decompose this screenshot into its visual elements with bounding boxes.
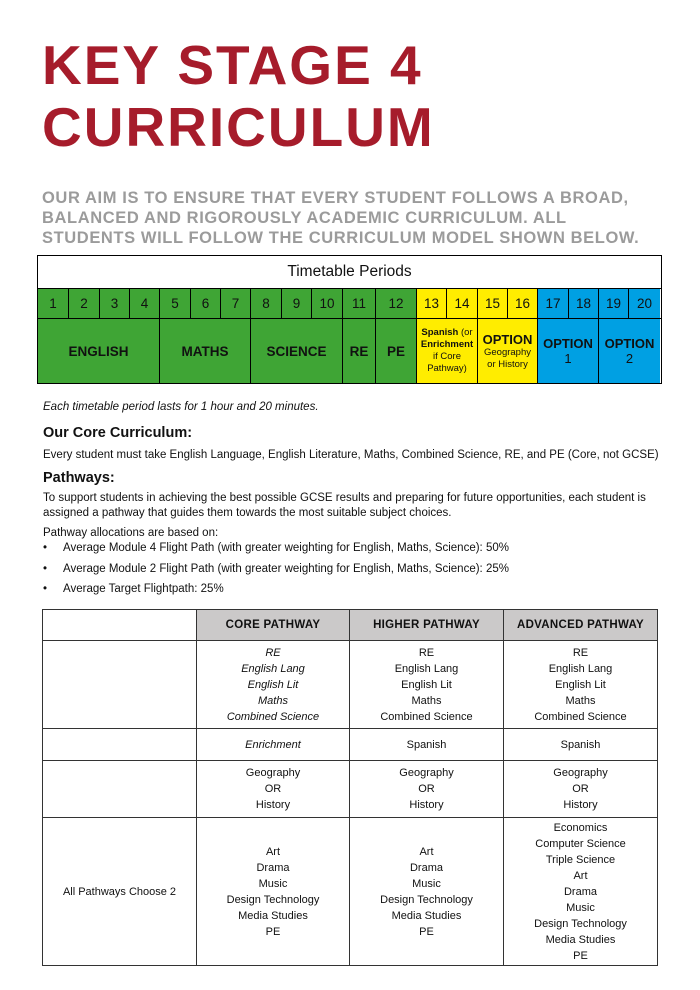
row-label-cell xyxy=(43,729,197,761)
pathways-intro-line-1: To support students in achieving the best possible GCSE results and preparing for future opportunities, each student is xyxy=(43,492,646,504)
list-item: History xyxy=(563,799,598,811)
option-1-number: 1 xyxy=(564,351,572,366)
subject-option-2 xyxy=(599,319,660,383)
header-blank-cell xyxy=(43,610,197,641)
period-cell: 8 xyxy=(251,289,282,318)
pathway-table xyxy=(42,609,658,966)
list-item: Design Technology xyxy=(534,917,627,930)
advanced-options-cell xyxy=(504,818,658,966)
list-item: Geography xyxy=(245,767,301,779)
list-item: Maths xyxy=(411,694,442,707)
core-curriculum-text: Every student must take English Language, English Literature, Maths, Combined Science, RE, and PE (Core, not GCSE) xyxy=(43,449,659,461)
list-item: RE xyxy=(572,646,589,659)
list-item: English Lang xyxy=(241,662,305,675)
list-item: English Lang xyxy=(394,662,459,675)
subject-option-1 xyxy=(538,319,599,383)
spanish-label: Spanish xyxy=(421,327,459,338)
period-cell: 2 xyxy=(69,289,100,318)
allocation-intro: Pathway allocations are based on: xyxy=(43,527,219,539)
list-item: OR xyxy=(418,783,435,795)
aim-line-1: OUR AIM IS TO ENSURE THAT EVERY STUDENT FOLLOWS A BROAD, xyxy=(42,189,629,207)
period-cell: 6 xyxy=(191,289,221,318)
advanced-language-cell: Spanish xyxy=(504,729,658,761)
list-item: Music xyxy=(566,901,595,914)
pathways-heading: Pathways: xyxy=(43,470,115,486)
core-subjects-cell xyxy=(197,641,350,729)
subject-pe: PE xyxy=(376,319,417,383)
list-item: RE xyxy=(265,646,281,659)
list-item: Maths xyxy=(565,694,596,707)
core-humanities-cell xyxy=(197,761,350,818)
list-item: Economics xyxy=(553,821,608,834)
list-item: Design Technology xyxy=(226,893,320,906)
list-item: Drama xyxy=(256,861,290,874)
period-cell: 7 xyxy=(221,289,251,318)
list-item: Combined Science xyxy=(380,710,473,723)
list-item: Maths xyxy=(258,694,288,707)
list-item: English Lit xyxy=(401,678,452,691)
list-item: Art xyxy=(265,845,281,858)
option-humanities-line-2: or History xyxy=(487,358,528,370)
core-curriculum-heading: Our Core Curriculum: xyxy=(43,425,193,441)
list-item: Geography xyxy=(399,767,454,779)
list-item: Drama xyxy=(409,861,443,874)
row-label-cell xyxy=(43,641,197,729)
subject-option-humanities xyxy=(478,319,538,383)
period-cell: 18 xyxy=(569,289,599,318)
advanced-humanities-cell xyxy=(504,761,658,818)
list-item: OR xyxy=(572,783,589,795)
subject-spanish-enrichment xyxy=(417,319,478,383)
list-item: Media Studies xyxy=(545,933,616,946)
subject-maths: MATHS xyxy=(160,319,251,383)
period-cell: 4 xyxy=(130,289,160,318)
list-item: History xyxy=(255,799,291,811)
period-cell: 1 xyxy=(38,289,69,318)
higher-options-cell xyxy=(350,818,504,966)
list-item: English Lang xyxy=(548,662,613,675)
list-item: Media Studies xyxy=(238,909,308,922)
list-item: OR xyxy=(264,783,282,795)
list-item: Art xyxy=(419,845,434,858)
subject-science: SCIENCE xyxy=(251,319,343,383)
list-item: Music xyxy=(412,877,441,890)
table-row xyxy=(43,761,658,818)
option-humanities-title: OPTION xyxy=(482,331,533,347)
timetable-heading: Timetable Periods xyxy=(38,256,661,289)
option-humanities-line-1: Geography xyxy=(483,346,531,358)
list-item: PE xyxy=(419,925,434,938)
core-options-cell xyxy=(197,818,350,966)
title-line-2: CURRICULUM xyxy=(42,96,435,158)
list-item: Art xyxy=(573,869,588,882)
subject-english: ENGLISH xyxy=(38,319,160,383)
list-item: English Lit xyxy=(555,678,606,691)
period-length-note: Each timetable period lasts for 1 hour and 20 minutes. xyxy=(43,401,319,413)
period-cell: 14 xyxy=(447,289,478,318)
row-label-cell xyxy=(43,761,197,818)
pathways-intro xyxy=(43,491,673,521)
list-item: Music xyxy=(258,877,288,890)
timetable-grid xyxy=(37,255,662,384)
period-cell: 9 xyxy=(282,289,312,318)
period-cell: 5 xyxy=(160,289,191,318)
list-item: • Average Target Flightpath: 25% xyxy=(43,583,509,604)
higher-language-cell: Spanish xyxy=(350,729,504,761)
list-item: English Lit xyxy=(247,678,299,691)
row-label-cell: All Pathways Choose 2 xyxy=(43,818,197,966)
list-item: Design Technology xyxy=(380,893,473,906)
header-core-pathway: CORE PATHWAY xyxy=(197,610,350,641)
list-item: RE xyxy=(418,646,435,659)
period-cell: 17 xyxy=(538,289,569,318)
aim-line-2: BALANCED AND RIGOROUSLY ACADEMIC CURRICULUM. ALL xyxy=(42,209,567,227)
list-item: Drama xyxy=(563,885,597,898)
list-item: Media Studies xyxy=(391,909,462,922)
option-2-title: OPTION xyxy=(604,336,655,351)
period-cell: 12 xyxy=(376,289,417,318)
period-number-row xyxy=(38,289,661,319)
list-item: • Average Module 4 Flight Path (with greater weighting for English, Maths, Science): 50% xyxy=(43,542,509,563)
allocation-list xyxy=(43,542,509,604)
period-cell: 19 xyxy=(599,289,629,318)
period-cell: 3 xyxy=(100,289,130,318)
option-2-number: 2 xyxy=(625,351,634,366)
list-item: Combined Science xyxy=(534,710,627,723)
table-row xyxy=(43,729,658,761)
period-cell: 10 xyxy=(312,289,343,318)
subject-row xyxy=(38,319,661,383)
list-item: Computer Science xyxy=(535,837,626,850)
header-advanced-pathway: ADVANCED PATHWAY xyxy=(504,610,658,641)
list-item: Triple Science xyxy=(545,853,616,866)
period-cell: 20 xyxy=(629,289,660,318)
option-1-title: OPTION xyxy=(543,336,593,351)
subject-re: RE xyxy=(343,319,376,383)
aim-statement xyxy=(42,188,682,248)
spanish-note-line-2: Pathway) xyxy=(427,363,467,374)
period-cell: 11 xyxy=(343,289,376,318)
list-item: Geography xyxy=(553,767,608,779)
period-cell: 15 xyxy=(478,289,508,318)
period-cell: 13 xyxy=(417,289,447,318)
aim-line-3: STUDENTS WILL FOLLOW THE CURRICULUM MODEL SHOWN BELOW. xyxy=(42,229,640,247)
spanish-note-line-1: if Core xyxy=(433,351,461,362)
enrichment-label: Enrichment xyxy=(420,339,474,350)
list-item: Combined Science xyxy=(226,710,320,723)
pathways-intro-line-2: assigned a pathway that guides them towards the most suitable subject choices. xyxy=(43,507,452,519)
list-item: PE xyxy=(573,949,588,962)
list-item: • Average Module 2 Flight Path (with greater weighting for English, Maths, Science): 25% xyxy=(43,563,509,584)
table-row xyxy=(43,818,658,966)
header-higher-pathway: HIGHER PATHWAY xyxy=(350,610,504,641)
period-cell: 16 xyxy=(508,289,538,318)
spanish-or-label: (or xyxy=(458,327,473,338)
list-item: PE xyxy=(265,925,281,938)
title-line-1: KEY STAGE 4 xyxy=(42,34,423,96)
table-row xyxy=(43,641,658,729)
core-language-cell: Enrichment xyxy=(197,729,350,761)
table-header-row xyxy=(43,610,658,641)
higher-subjects-cell xyxy=(350,641,504,729)
advanced-subjects-cell xyxy=(504,641,658,729)
list-item: History xyxy=(409,799,444,811)
higher-humanities-cell xyxy=(350,761,504,818)
page-title xyxy=(42,34,435,158)
